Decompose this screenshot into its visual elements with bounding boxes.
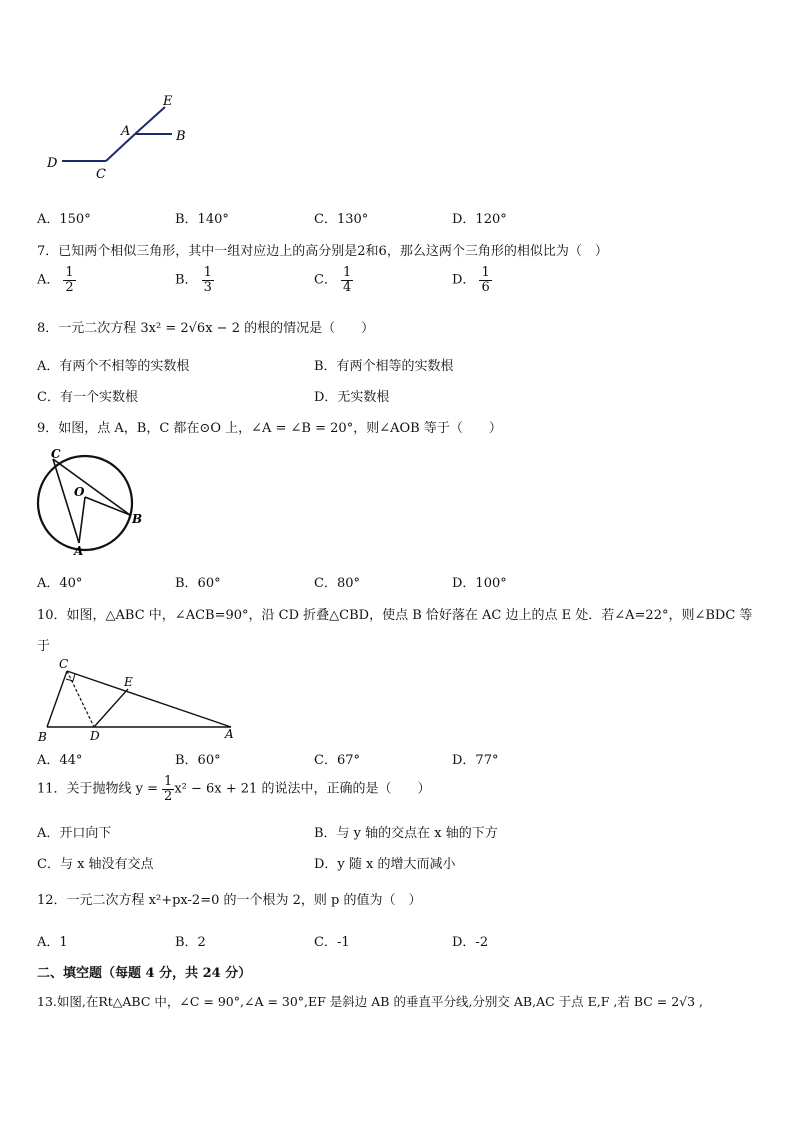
segment-ca — [67, 671, 231, 727]
q7-option-c-fraction — [341, 266, 353, 294]
q7-option-b[interactable] — [175, 266, 214, 294]
q7-option-c-letter: C． — [314, 272, 337, 288]
q6-option-b[interactable]: B．140° — [175, 212, 229, 227]
q11-fraction — [162, 775, 174, 803]
q6-option-d[interactable]: D．120° — [452, 212, 507, 227]
segment-cb — [53, 459, 130, 515]
label-c: C — [51, 447, 61, 461]
q13-stem: 13.如图,在Rt△ABC 中，∠C = 90°,∠A = 30°,EF 是斜边 AB 的垂直平分线,分别交 AB,AC 于点 E,F ,若 BC = 2√3 , — [37, 994, 704, 1009]
segment-oa — [79, 497, 85, 543]
q12-option-b[interactable]: B．2 — [175, 935, 206, 950]
segment-ca — [53, 459, 79, 543]
q11-option-c[interactable]: C．与 x 轴没有交点 — [37, 857, 154, 872]
q7-option-b-fraction — [202, 266, 214, 294]
q8-option-b[interactable]: B．有两个相等的实数根 — [314, 359, 454, 374]
q11-stem-suffix: x² − 6x + 21 的说法中，正确的是（ ） — [174, 781, 431, 797]
q7-option-d-fraction — [479, 266, 491, 294]
q9-option-d[interactable]: D．100° — [452, 576, 507, 591]
q11-option-b[interactable]: B．与 y 轴的交点在 x 轴的下方 — [314, 826, 498, 841]
fraction-numerator: 1 — [164, 774, 173, 789]
q12-stem: 12．一元二次方程 x²+px-2=0 的一个根为 2，则 p 的值为（ ） — [37, 893, 422, 908]
fraction-denominator: 6 — [481, 279, 490, 295]
label-a: A — [225, 727, 234, 741]
q10-stem-line1: 10．如图，△ABC 中，∠ACB=90°，沿 CD 折叠△CBD，使点 B 恰好落在 AC 边上的点 E 处．若∠A=22°，则∠BDC 等 — [37, 608, 753, 623]
q10-option-a[interactable]: A．44° — [37, 753, 83, 768]
q11-stem-prefix: 11．关于抛物线 y = — [37, 781, 159, 797]
q7-option-d[interactable] — [452, 266, 492, 294]
label-b: B — [38, 730, 47, 744]
fraction-numerator: 1 — [65, 265, 74, 280]
q10-stem-line2: 于 — [37, 639, 51, 654]
q11-option-d[interactable]: D．y 随 x 的增大而减小 — [314, 857, 456, 872]
q9-stem: 9．如图，点 A，B，C 都在⊙O 上，∠A = ∠B = 20°，则∠AOB 等于（ ） — [37, 421, 502, 436]
q12-option-a[interactable]: A．1 — [37, 935, 68, 950]
segment-bc — [47, 671, 67, 727]
q9-option-b[interactable]: B．60° — [175, 576, 221, 591]
section-title: 二、填空题（每题 4 分，共 24 分） — [37, 966, 252, 981]
q7-option-a-letter: A． — [37, 272, 60, 288]
q7-option-a[interactable] — [37, 266, 76, 294]
fraction-denominator: 4 — [342, 279, 352, 295]
label-d: D — [90, 729, 100, 743]
ray-ae — [135, 107, 165, 134]
q6-figure — [40, 90, 210, 185]
q9-option-a[interactable]: A．40° — [37, 576, 83, 591]
q8-option-d[interactable]: D．无实数根 — [314, 390, 390, 405]
q9-figure — [32, 445, 152, 560]
q10-option-c[interactable]: C．67° — [314, 753, 360, 768]
fraction-denominator: 2 — [65, 279, 74, 295]
fraction-numerator: 1 — [481, 265, 490, 280]
q11-stem — [37, 775, 430, 803]
q7-option-d-letter: D． — [452, 272, 476, 288]
segment-ob — [85, 497, 130, 515]
q8-option-c[interactable]: C．有一个实数根 — [37, 390, 138, 405]
q7-option-c[interactable] — [314, 266, 353, 294]
q7-stem: 7．已知两个相似三角形，其中一组对应边上的高分别是2和6，那么这两个三角形的相似比为（ ） — [37, 244, 608, 259]
fraction-denominator: 2 — [164, 788, 173, 804]
fraction-numerator: 1 — [342, 265, 352, 280]
q9-option-c[interactable]: C．80° — [314, 576, 360, 591]
label-c: C — [59, 657, 69, 671]
q10-option-b[interactable]: B．60° — [175, 753, 221, 768]
q6-option-a[interactable]: A．150° — [37, 212, 91, 227]
q11-option-a[interactable]: A．开口向下 — [37, 826, 112, 841]
label-e: E — [163, 94, 173, 109]
fraction-denominator: 3 — [203, 279, 212, 295]
label-d: D — [47, 156, 58, 171]
q10-option-d[interactable]: D．77° — [452, 753, 499, 768]
q7-option-a-fraction — [63, 266, 75, 294]
q12-option-d[interactable]: D．-2 — [452, 935, 489, 950]
q10-figure — [32, 654, 242, 746]
q8-stem: 8．一元二次方程 3x² = 2√6x − 2 的根的情况是（ ） — [37, 321, 375, 336]
fraction-numerator: 1 — [203, 265, 212, 280]
label-a: A — [121, 124, 131, 139]
q7-option-b-letter: B． — [175, 272, 198, 288]
label-b: B — [176, 129, 186, 144]
label-a: A — [74, 544, 84, 558]
label-o: O — [74, 485, 85, 499]
label-e: E — [124, 675, 133, 689]
q6-option-c[interactable]: C．130° — [314, 212, 369, 227]
q12-option-c[interactable]: C．-1 — [314, 935, 350, 950]
q8-option-a[interactable]: A．有两个不相等的实数根 — [37, 359, 190, 374]
label-c: C — [96, 167, 106, 182]
label-b: B — [132, 512, 143, 526]
segment-de — [94, 689, 128, 727]
